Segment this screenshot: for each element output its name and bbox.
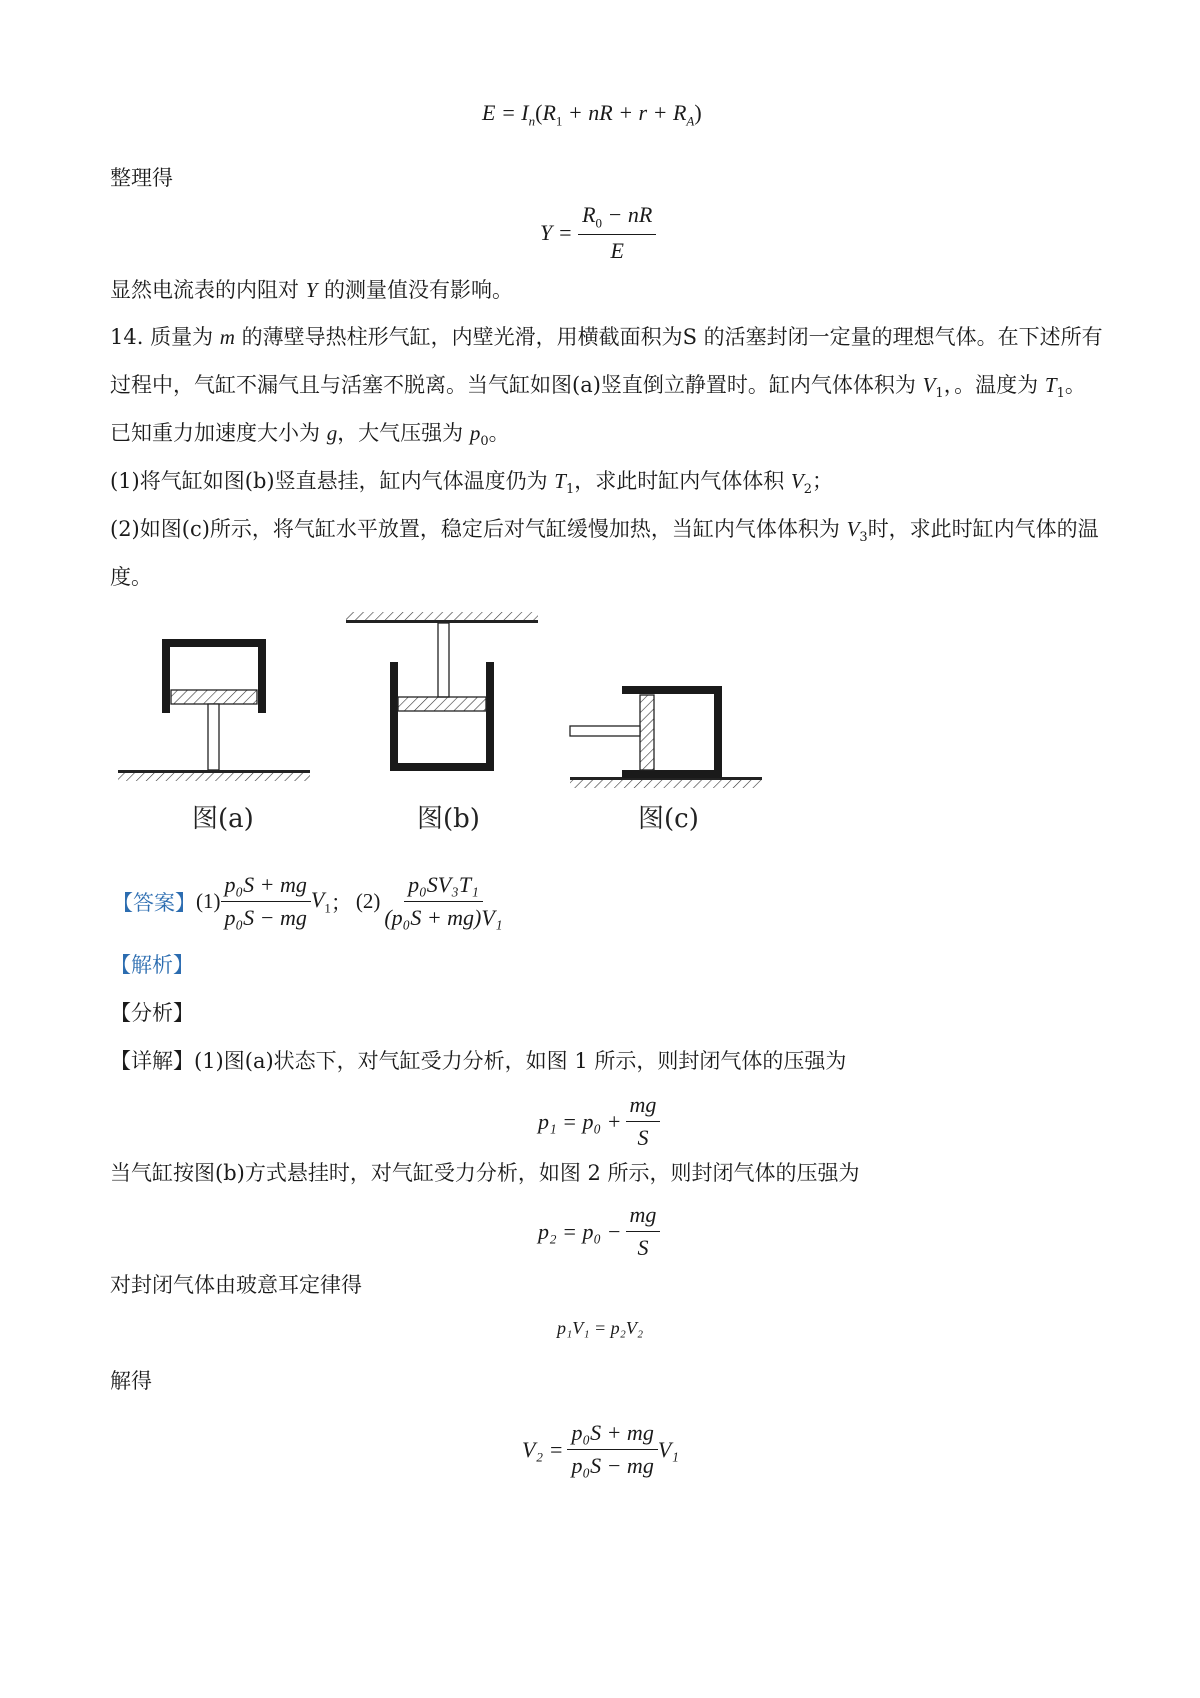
text-span: 时，求此时缸内气体的温 xyxy=(867,517,1099,541)
fraction xyxy=(626,1202,661,1261)
math-var: Y xyxy=(305,278,318,302)
text-span: 。 xyxy=(1064,373,1086,397)
figure-a-diagram xyxy=(118,643,310,781)
cylinder-figures xyxy=(0,600,1200,860)
eq-text: V₁ xyxy=(657,1436,679,1462)
eq-text: R xyxy=(582,202,596,227)
text-span: 。 xyxy=(488,421,510,445)
text-span: ，。温度为 xyxy=(943,373,1045,397)
math-var: T xyxy=(554,469,566,493)
fraction-denominator: S xyxy=(637,1125,649,1150)
fraction-numerator: p₀S + mg xyxy=(221,872,311,902)
eq-sub: 1 xyxy=(555,113,563,129)
eq-sub: n xyxy=(528,113,536,129)
eq-sub: A xyxy=(686,113,695,129)
question-14-part-2-line-2: 度。 xyxy=(110,565,152,589)
eq-paren: ( xyxy=(535,100,543,125)
fraction-numerator: mg xyxy=(626,1092,661,1122)
question-14-part-1 xyxy=(110,466,833,505)
text-span: ； xyxy=(812,469,834,493)
text-boyle: 对封闭气体由玻意耳定律得 xyxy=(110,1273,362,1297)
math-sub: 1 xyxy=(565,482,575,498)
figure-b-label: 图(b) xyxy=(417,804,480,834)
text-span: (1)图(a)状态下，对气缸受力分析，如图 1 所示，则封闭气体的压强为 xyxy=(194,1049,847,1073)
answer-1-fraction xyxy=(221,872,311,931)
fraction-denominator: E xyxy=(610,238,624,264)
equation-kirchhoff xyxy=(482,100,702,129)
eq-paren: ) xyxy=(694,100,702,125)
text-span: 的测量值没有影响。 xyxy=(317,278,514,302)
fraction-denominator: p₀S − mg xyxy=(224,905,307,930)
math-var: V xyxy=(790,469,804,493)
math-sub: 1 xyxy=(324,900,331,916)
eq-text: p₁ = p₀ + xyxy=(538,1108,622,1134)
eq-text: V₂ = xyxy=(522,1436,564,1462)
text-span: (2)如图(c)所示，将气缸水平放置，稳定后对气缸缓慢加热，当缸内气体体积为 xyxy=(110,517,847,541)
fraction-numerator: mg xyxy=(626,1202,661,1232)
text-zhengli: 整理得 xyxy=(110,166,173,190)
text-span: ，大气压强为 xyxy=(337,421,470,445)
math-var: g xyxy=(326,421,338,445)
text-span: (1)将气缸如图(b)竖直悬挂，缸内气体温度仍为 xyxy=(110,469,555,493)
fraction xyxy=(567,1420,657,1479)
math-sub: 0 xyxy=(480,434,489,450)
text-span: ，求此时缸内气体体积 xyxy=(574,469,791,493)
text-span: 显然电流表的内阻对 xyxy=(110,278,306,302)
text-conclusion xyxy=(110,275,513,305)
fraction-numerator: p₀S + mg xyxy=(567,1420,657,1450)
fraction-denominator: p₀S − mg xyxy=(571,1453,654,1478)
math-var: V xyxy=(922,373,936,397)
equation-boyle: p₁V₁ = p₂V₂ xyxy=(557,1318,644,1338)
text-span: 过程中，气缸不漏气且与活塞不脱离。当气缸如图(a)竖直倒立静置时。缸内气体体积为 xyxy=(110,373,923,397)
answer-separator: ； xyxy=(330,890,352,915)
question-14-line-3 xyxy=(110,418,510,457)
eq-text: + nR + r + R xyxy=(562,100,687,125)
math-var: V xyxy=(310,886,325,912)
figure-b-diagram xyxy=(346,612,538,767)
question-14-line-1 xyxy=(110,322,1103,352)
question-14-line-2 xyxy=(110,370,1086,409)
detail-line xyxy=(110,1046,846,1076)
figure-c-diagram xyxy=(570,690,762,788)
answer-part-2-label: (2) xyxy=(355,889,381,913)
text-jiede: 解得 xyxy=(110,1369,152,1393)
math-sub: 2 xyxy=(803,482,813,498)
fraction-numerator xyxy=(578,202,656,235)
answer-line xyxy=(112,872,506,931)
equation-p2 xyxy=(538,1202,660,1261)
answer-2-fraction xyxy=(380,872,506,931)
eq-text: − nR xyxy=(602,202,653,227)
fraction xyxy=(578,202,656,264)
eq-sub: 0 xyxy=(595,215,603,231)
math-sub: 1 xyxy=(1056,386,1065,402)
fraction-numerator: p₀SV₃T₁ xyxy=(404,872,483,902)
math-var: p xyxy=(469,421,481,445)
equation-V2 xyxy=(522,1420,679,1479)
fenxi-tag: 【分析】 xyxy=(110,1001,194,1025)
text-span: 14. 质量为 xyxy=(110,325,220,349)
figure-c-label: 图(c) xyxy=(638,804,699,834)
equation-p1 xyxy=(538,1092,660,1151)
eq-text: p₂ = p₀ − xyxy=(538,1218,622,1244)
fraction-denominator: S xyxy=(637,1235,649,1260)
fraction xyxy=(626,1092,661,1151)
eq-text: E = I xyxy=(482,100,529,125)
answer-part-1-label: (1) xyxy=(196,889,221,913)
text-hang: 当气缸按图(b)方式悬挂时，对气缸受力分析，如图 2 所示，则封闭气体的压强为 xyxy=(110,1161,860,1185)
text-span: 已知重力加速度大小为 xyxy=(110,421,327,445)
figure-a-label: 图(a) xyxy=(192,804,254,834)
math-sub: 3 xyxy=(859,530,868,546)
math-sub: 1 xyxy=(935,386,944,402)
text-span: 的薄壁导热柱形气缸，内壁光滑，用横截面积为S 的活塞封闭一定量的理想气体。在下述所有 xyxy=(234,325,1103,349)
jiexi-tag: 【解析】 xyxy=(110,953,194,977)
math-var: T xyxy=(1044,373,1057,397)
eq-text: R xyxy=(542,100,556,125)
equation-Y xyxy=(540,202,656,264)
math-var: V xyxy=(846,517,860,541)
fraction-denominator: (p₀S + mg)V₁ xyxy=(384,905,503,930)
math-var: m xyxy=(219,325,235,349)
answer-tag: 【答案】 xyxy=(112,890,196,915)
eq-text: Y = xyxy=(540,220,573,246)
question-14-part-2 xyxy=(110,514,1099,553)
detail-tag: 【详解】 xyxy=(110,1049,194,1073)
answer-1-tail xyxy=(311,887,331,916)
